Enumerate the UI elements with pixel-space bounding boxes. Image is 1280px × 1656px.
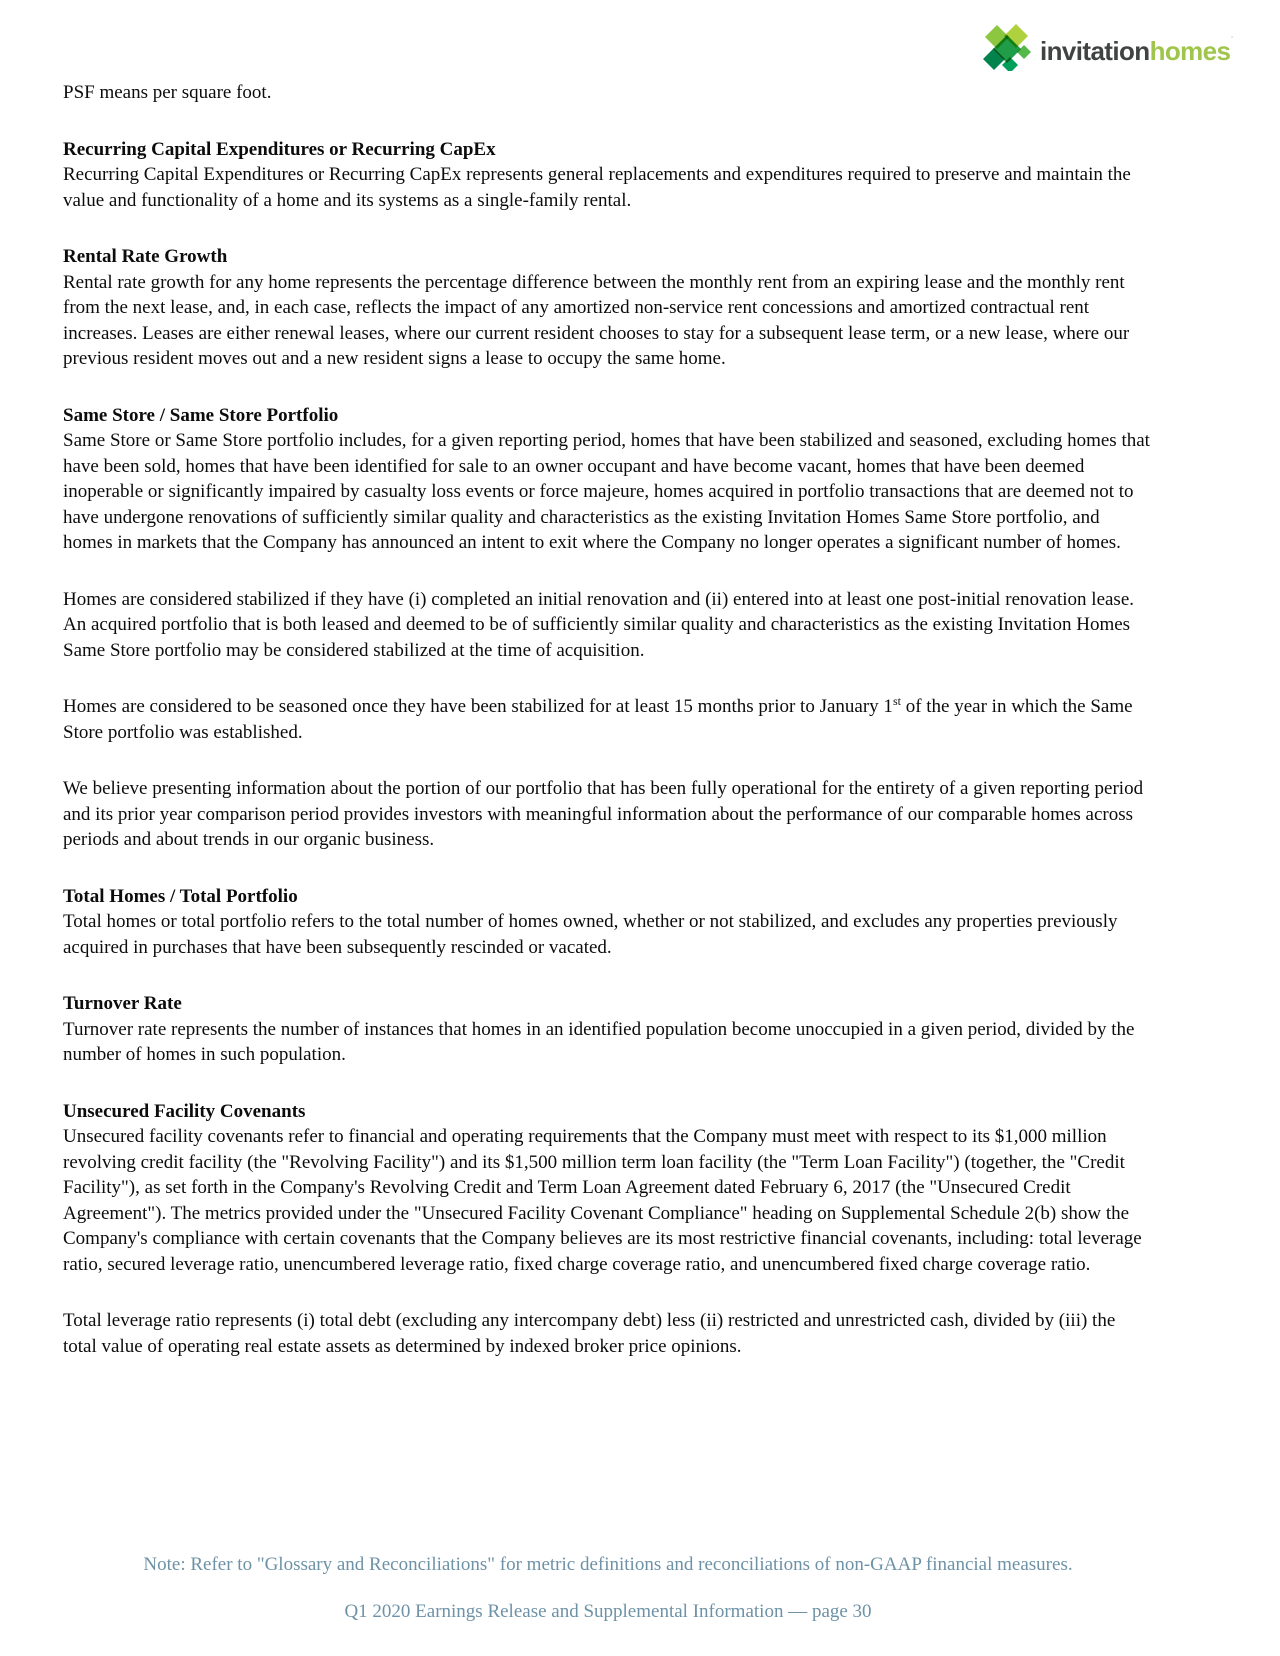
paragraph-same-store-definition: Same Store or Same Store portfolio includes, for a given reporting period, homes that have been stabilized and seasoned, excluding homes that have been sold, homes that have been identified for sale to an owner occupant and have become vacant, homes that have been deemed inoperable or significantly impaired by casualty loss events or force majeure, homes acquired in portfolio transactions that are deemed not to have undergone renovations of sufficiently similar quality and characteristics as the existing Invitation Homes Same Store portfolio, and homes in markets that the Company has announced an intent to exit where the Company no longer operates a significant number of homes. <box>63 430 1150 553</box>
paragraph-same-store-rationale: We believe presenting information about the portion of our portfolio that has been fully operational for the entirety of a given reporting period and its prior year comparison period provides investors with meaningful information about the performance of our comparable homes across periods and about trends in our organic business. <box>63 778 1144 850</box>
paragraph-recurring-capex: Recurring Capital Expenditures or Recurring CapEx represents general replacements and expenditures required to preserve and maintain the value and functionality of a home and its systems as a single-family rental. <box>63 164 1131 211</box>
invitation-homes-logo-icon <box>983 23 1031 71</box>
invitation-homes-logo <box>983 18 1234 75</box>
paragraph-unsecured-facility-covenants: Unsecured facility covenants refer to financial and operating requirements that the Company must meet with respect to its $1,000 million revolving credit facility (the "Revolving Facility") and its $1,500 million term loan facility (the "Term Loan Facility") (together, the "Credit Facility"), as set forth in the Company's Revolving Credit and Term Loan Agreement dated February 6, 2017 (the "Unsecured Credit Agreement"). The metrics provided under the "Unsecured Facility Covenant Compliance" heading on Supplemental Schedule 2(b) show the Company's compliance with certain covenants that the Company believes are its most restrictive financial covenants, including: total leverage ratio, secured leverage ratio, unencumbered leverage ratio, fixed charge coverage ratio, and unencumbered fixed charge coverage ratio. <box>63 1126 1142 1275</box>
paragraph-total-leverage-ratio: Total leverage ratio represents (i) total debt (excluding any intercompany debt) less (ii) restricted and unrestricted cash, divided by (iii) the total value of operating real estate assets as determined by indexed broker price opinions. <box>63 1310 1116 1357</box>
section-heading-rental-rate-growth: Rental Rate Growth <box>63 246 228 267</box>
section-heading-total-homes: Total Homes / Total Portfolio <box>63 885 298 907</box>
invitation-homes-wordmark <box>1040 18 1234 75</box>
section-heading-same-store: Same Store / Same Store Portfolio <box>63 404 339 426</box>
trademark-mark: ˙ <box>1230 36 1234 47</box>
seasoned-text-after-superscript: of the year in which the Same Store portfolio was established. <box>63 696 1133 743</box>
glossary-reference-note: Note: Refer to "Glossary and Reconciliations" for metric definitions and reconciliations of non-GAAP financial measures. <box>143 1554 1073 1575</box>
ordinal-superscript: st <box>892 694 901 708</box>
page-footer-line: Q1 2020 Earnings Release and Supplemental Information — page 30 <box>344 1601 872 1622</box>
section-heading-unsecured-facility-covenants: Unsecured Facility Covenants <box>63 1100 306 1122</box>
paragraph-seasoned-definition <box>63 694 1153 745</box>
seasoned-text-before-superscript: Homes are considered to be seasoned once they have been stabilized for at least 15 months prior to January 1 <box>63 696 893 717</box>
paragraph-total-homes: Total homes or total portfolio refers to the total number of homes owned, whether or not stabilized, and excludes any properties previously acquired in purchases that have been subsequently rescinded or vacated. <box>63 911 1118 958</box>
paragraph-rental-rate-growth: Rental rate growth for any home represents the percentage difference between the monthly rent from an expiring lease and the monthly rent from the next lease, and, in each case, reflects the impact of any amortized non-service rent concessions and amortized contractual rent increases. Leases are either renewal leases, where our current resident chooses to stay for a subsequent lease term, or a new lease, where our previous resident moves out and a new resident signs a lease to occupy the same home. <box>63 271 1130 369</box>
paragraph-turnover-rate: Turnover rate represents the number of instances that homes in an identified population become unoccupied in a given period, divided by the number of homes in such population. <box>63 1018 1135 1065</box>
section-heading-turnover-rate: Turnover Rate <box>63 993 182 1014</box>
brand-name-homes: homes <box>1149 36 1231 66</box>
document-body <box>63 80 1153 1390</box>
psf-definition: PSF means per square foot. <box>63 82 272 103</box>
brand-name-invitation: invitation <box>1040 36 1150 66</box>
paragraph-stabilized-definition: Homes are considered stabilized if they have (i) completed an initial renovation and (ii) entered into at least one post-initial renovation lease. An acquired portfolio that is both leased and deemed to be of sufficiently similar quality and characteristics as the existing Invitation Homes Same Store portfolio may be considered stabilized at the time of acquisition. <box>63 588 1135 661</box>
section-heading-recurring-capex: Recurring Capital Expenditures or Recurring CapEx <box>63 138 496 160</box>
